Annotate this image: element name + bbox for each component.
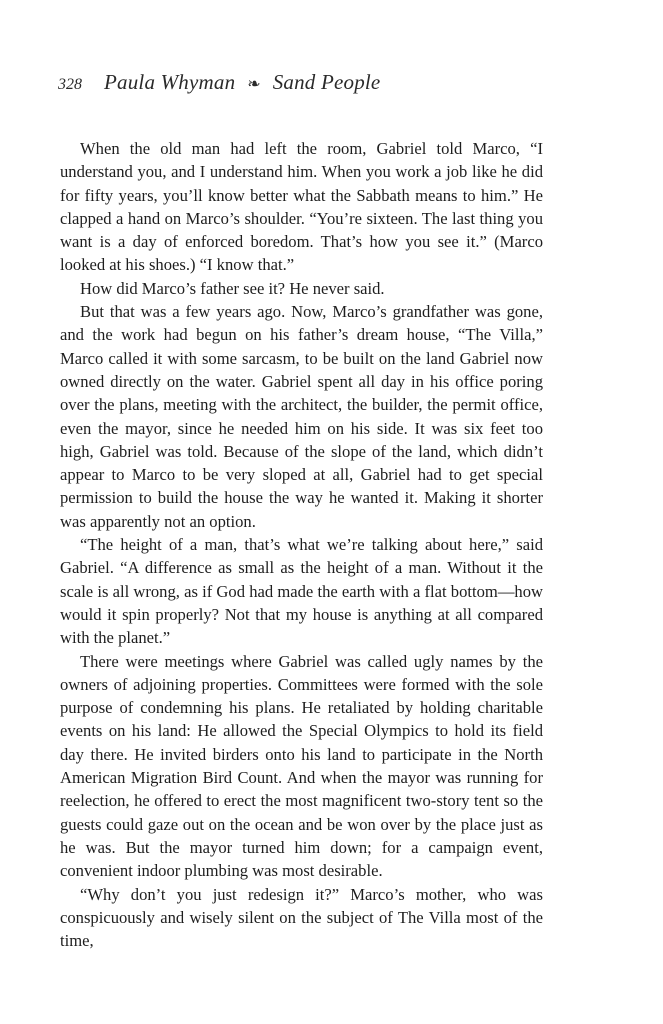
page-number: 328 [58, 76, 82, 93]
paragraph: But that was a few years ago. Now, Marco’s grandfather was gone, and the work had begun on his father’s dream house, “The Villa,” Marco called it with some sarcasm, to be built on the land Gabriel now owned directly on the water. Gabriel spent all day in his office poring over the plans, meeting with the architect, the builder, the permit office, even the mayor, since he needed him on his side. It was six feet too high, Gabriel was told. Because of the slope of the land, which didn’t appear to Marco to be very sloped at all, Gabriel had to get special permission to build the house the way he wanted it. Making it shorter was apparently not an option. [60, 302, 543, 531]
body-text [60, 137, 543, 952]
paragraph: There were meetings where Gabriel was called ugly names by the owners of adjoining properties. Committees were formed with the sole purpose of condemning his plans. He retaliated by holding charitable events on his land: He allowed the Special Olympics to hold its field day there. He invited birders onto his land to participate in the North American Migration Bird Count. And when the mayor was running for reelection, he offered to erect the most magnificent two-story tent so the guests could gaze out on the ocean and be won over by the place just as he was. But the mayor turned him down; for a campaign event, convenient indoor plumbing was most desirable. [60, 651, 543, 881]
paragraph: “Why don’t you just redesign it?” Marco’s mother, who was conspicuously and wisely silent on the subject of The Villa most of the time, [60, 884, 543, 951]
paragraph: How did Marco’s father see it? He never said. [80, 278, 385, 298]
fleuron-ornament-icon: ❧ [247, 76, 261, 93]
paragraph: “The height of a man, that’s what we’re talking about here,” said Gabriel. “A difference as small as the height of a man. Without it the scale is all wrong, as if God had made the earth with a flat bottom—how would it spin properly? Not that my house is anything at all compared with the planet.” [60, 535, 543, 648]
paragraph: When the old man had left the room, Gabriel told Marco, “I understand you, and I understand him. When you work a job like he did for fifty years, you’ll know better what the Sabbath means to him.” He clapped a hand on Marco’s shoulder. “You’re sixteen. The last thing you want is a day of enforced boredom. That’s how you see it.” (Marco looked at his shoes.) “I know that.” [60, 139, 543, 275]
author-name: Paula Whyman [104, 70, 236, 94]
running-header [58, 70, 380, 95]
book-title: Sand People [272, 70, 381, 94]
